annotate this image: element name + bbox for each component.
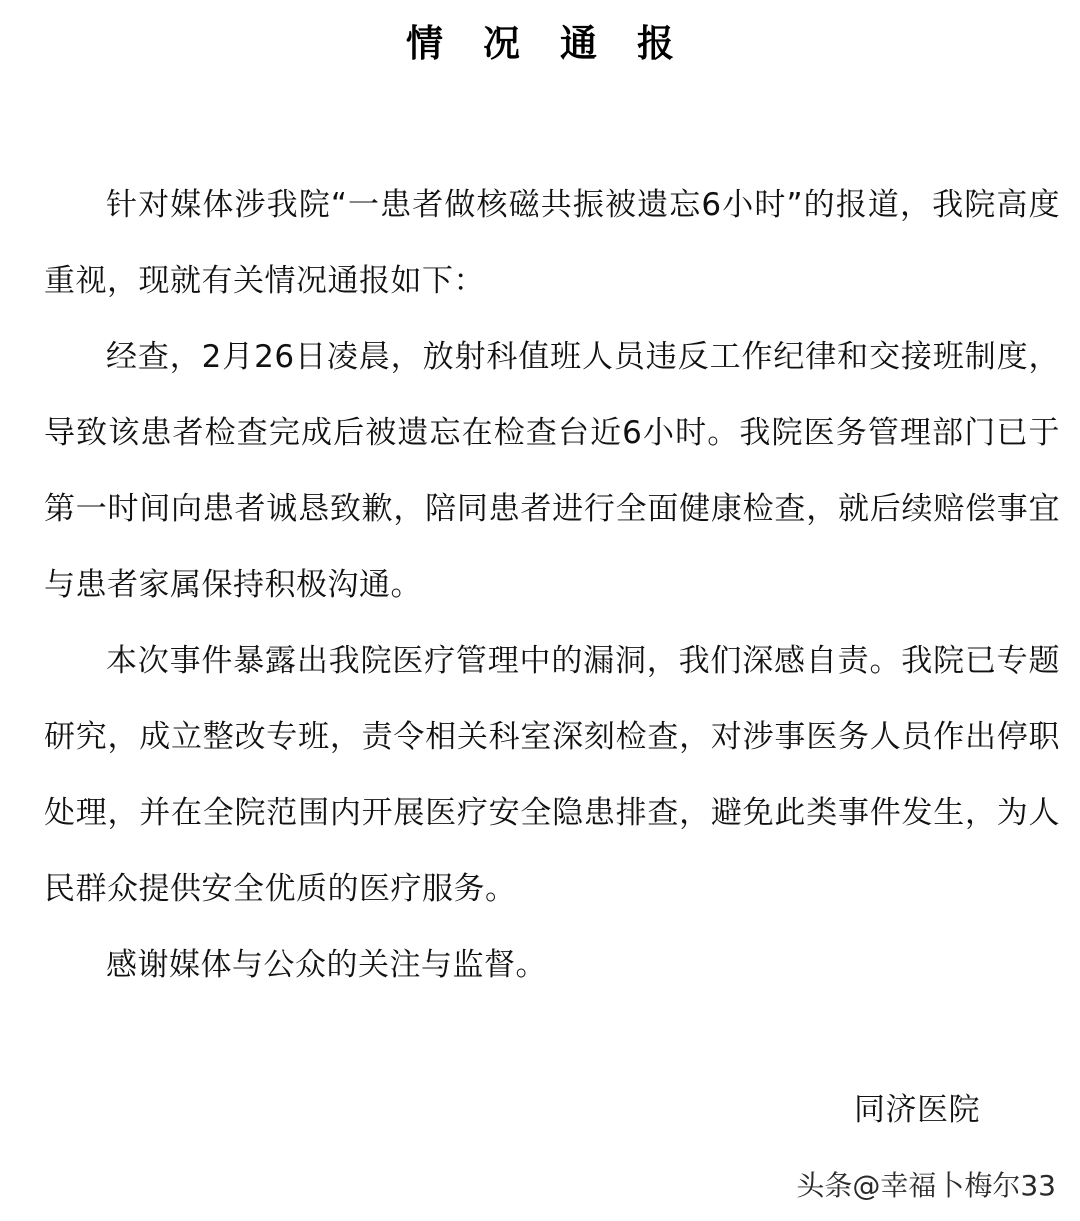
signature-hospital: 同济医院 [854,1092,980,1128]
document-body [44,167,1060,1003]
document-title: 情况通报 [406,22,714,65]
paragraph-intro: 针对媒体涉我院“一患者做核磁共振被遗忘6小时”的报道，我院高度重视，现就有关情况通报如下： [44,187,1060,299]
paragraph-findings: 经查，2月26日凌晨，放射科值班人员违反工作纪律和交接班制度，导致该患者检查完成后被遗忘在检查台近6小时。我院医务管理部门已于第一时间向患者诚恳致歉，陪同患者进行全面健康检查，就后续赔偿事宜与患者家属保持积极沟通。 [44,339,1060,603]
paragraph-measures: 本次事件暴露出我院医疗管理中的漏洞，我们深感自责。我院已专题研究，成立整改专班，责令相关科室深刻检查，对涉事医务人员作出停职处理，并在全院范围内开展医疗安全隐患排查，避免此类事件发生，为人民群众提供安全优质的医疗服务。 [44,643,1060,907]
watermark-text: 头条@幸福卜梅尔33 [796,1169,1056,1202]
paragraph-thanks: 感谢媒体与公众的关注与监督。 [106,947,547,983]
